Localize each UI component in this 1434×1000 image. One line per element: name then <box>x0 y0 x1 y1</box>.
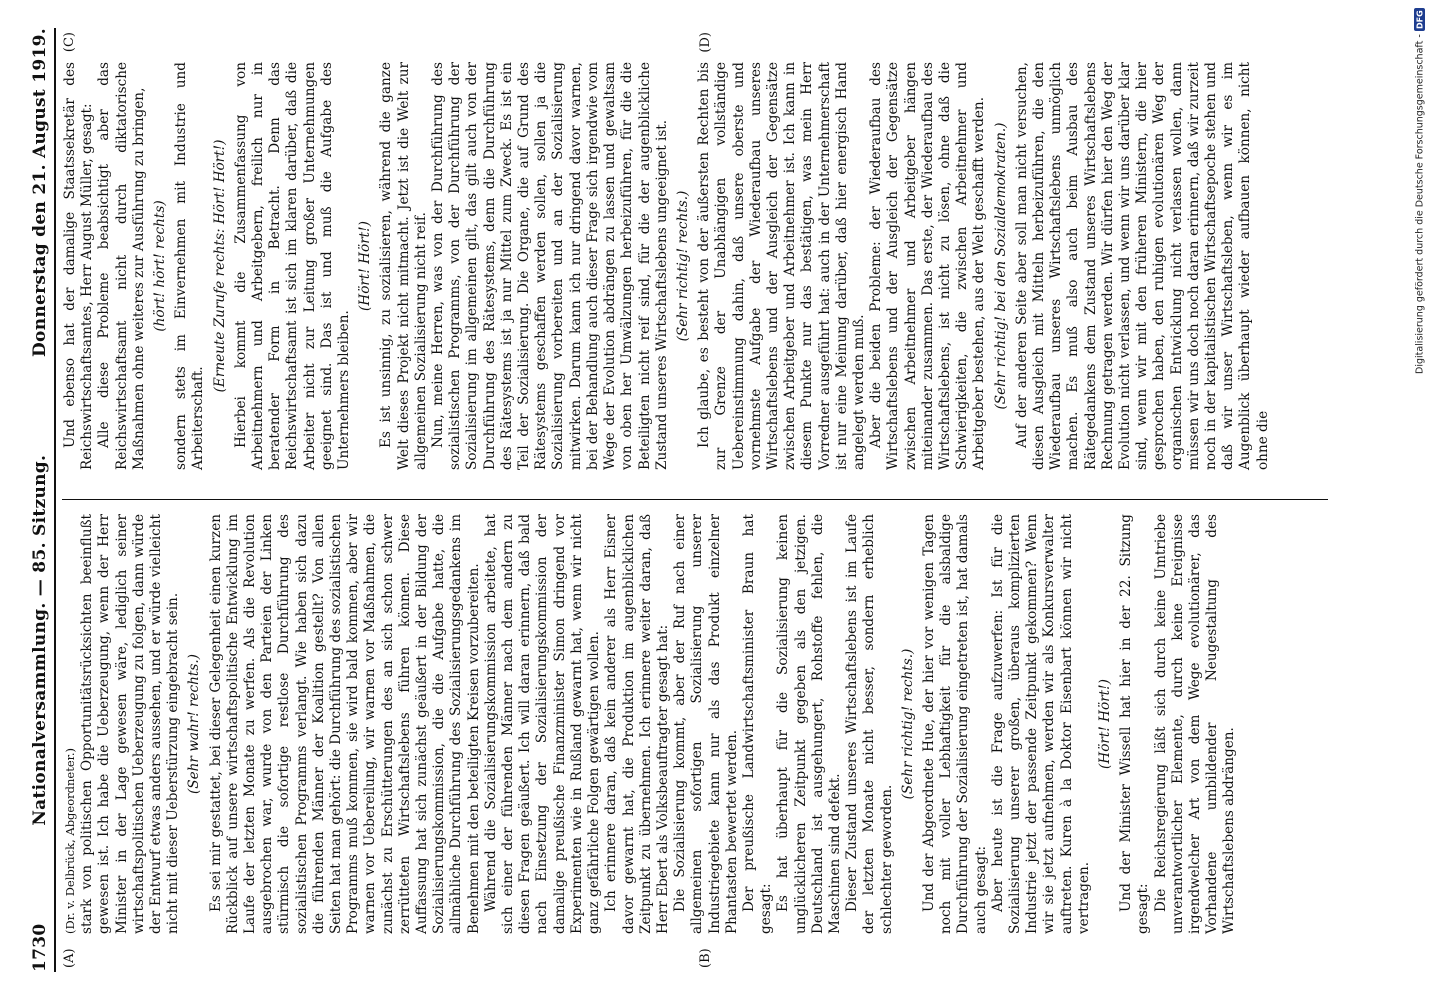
quotation: Alle diese Probleme beabsichtigt aber das Reichswirtschaftsamt nicht durch diktatorische Maßnahmen ohne weiteres zur Ausführung zu bringen, <box>96 62 147 470</box>
interjection: (Sehr richtig! rechts.) <box>899 648 916 800</box>
interjection: (Sehr richtig! bei den Sozialdemokraten.) <box>992 122 1009 410</box>
margin-marker-b: (B) <box>698 948 713 968</box>
paragraph: Nun, meine Herren, was von der Durchführung des sozialistischen Programms, von der Durchführung der Sozialisierung im allgemeinen gilt, das gilt auch von der Durchführung des Rätesystems, denn die Durchführung des Rätesystems ist ja nur Mittel zum Zweck. Es ist ein Teil der Sozialisierung. Die Organe, die auf Grund des Rätesystems geschaffen werden sollen, sollen ja die Sozialisierung vorbereiten und an der Sozialisierung mitwirken. Darum kann ich nur dringend davor warnen, bei der Behandlung auch dieser Frage sich irgendwie vom Wege der Evolution abdrängen zu lassen und gewaltsam von oben her Umwälzungen herbeizuführen, für die die Beteiligten nicht reif sind, für die der augenblickliche Zustand unseres Wirtschaftslebens ungeeignet ist. <box>430 62 670 470</box>
paragraph: Und der Minister Wissell hat hier in der 22. Sitzung gesagt: <box>1118 514 1152 934</box>
page-header <box>10 28 50 972</box>
right-column <box>58 28 1328 500</box>
dfg-logo: DFG <box>1415 10 1425 29</box>
page-number: 1730 <box>30 923 50 972</box>
margin-marker-c: (C) <box>62 32 77 53</box>
quotation: Aber heute ist die Frage aufzuwerfen: Ist für die Sozialisierung unserer großen, überaus komplizierten Industrie jetzt der passende Zeitpunkt gekommen? Wenn wir sie jetzt aufnehmen, werden wir als Konkursverwalter auftreten. Kuren à la Doktor Eisenbart können wir nicht vertragen. <box>989 514 1092 934</box>
left-column <box>58 500 1328 972</box>
paragraph: Ich glaube, es besteht von der äußersten Rechten bis zur Grenze der Unabhängigen vollständige Uebereinstimmung dahin, daß unsere oberste und vornehmste Aufgabe der Wiederaufbau unseres Wirtschaftslebens und der Ausgleich der Gegensätze zwischen Arbeitgeber und Arbeitnehmer ist. Ich kann in diesem Punkte nur das bestätigen, was mein Herr Vorredner ausgeführt hat: auch in der Unternehmerschaft ist nur eine Meinung darüber, daß hier energisch Hand angelegt werden muß. <box>696 62 867 470</box>
quotation: Es hat überhaupt für die Sozialisierung keinen unglücklicheren Zeitpunkt gegeben als den jetzigen. Deutschland ist ausgehungert, Rohstoffe fehlen, die Maschinen sind defekt. <box>775 514 843 934</box>
paragraph: Aber die beiden Probleme: der Wiederaufbau des Wirtschaftslebens und der Ausgleich der Gegensätze zwischen Arbeitnehmer und Arbeitgeber hängen miteinander zusammen. Das erste, der Wiederaufbau des Wirtschaftslebens, ist nicht zu lösen, ohne daß die Schwierigkeiten, die zwischen Arbeitnehmer und Arbeitgeber bestehen, aus der Welt geschafft werden. <box>868 62 988 470</box>
quotation: sondern stets im Einvernehmen mit Industrie und Arbeiterschaft. <box>173 62 207 470</box>
credit-text: Digitalisierung gefördert durch die Deutsche Forschungsgemeinschaft - <box>1414 34 1426 375</box>
speaker-tag: (Dr. v. Delbrück, Abgeordneter.) <box>63 747 77 934</box>
margin-marker-d: (D) <box>698 32 713 53</box>
two-column-body <box>58 28 1328 972</box>
paragraph: Ich erinnere daran, daß kein anderer als Herr Eisner davor gewarnt hat, die Produktion im augenblicklichen Zeitpunkt zu übernehmen. Ich erinnere weiter daran, daß Herr Ebert als Volksbeauftragter gesagt hat: <box>603 514 671 934</box>
interjection: (Hört! Hört!) <box>1096 679 1113 769</box>
interjection: (Sehr wahr! rechts.) <box>186 654 203 794</box>
paragraph: Auf der anderen Seite aber soll man nicht versuchen, diesen Ausgleich mit Mitteln herbeizuführen, die den Wiederaufbau unseres Wirtschaftslebens unmöglich machen. Es muß also auch beim Ausbau des Rätegedankens dem Zustand unseres Wirtschaftslebens Rechnung getragen werden. Wir dürfen hier den Weg der Evolution nicht verlassen, und wenn wir uns darüber klar sind, wenn wir mit den früheren Ministern, die hier gesprochen haben, den ruhigen evolutionären Weg der organischen Entwicklung nicht verlassen wollen, dann müssen wir uns doch noch daran erinnern, daß wir zurzeit noch in der kapitalistischen Wirtschaftsepoche stehen und daß wir unser Wirtschaftsleben, wenn wir es im Augenblick überhaupt wieder aufbauen können, nicht ohne die <box>1013 62 1271 470</box>
interjection: (Erneute Zurufe rechts: Hört! Hört!) <box>211 139 228 393</box>
digitization-credit <box>1410 8 1430 988</box>
paragraph: Es sei mir gestattet, bei dieser Gelegenheit einen kurzen Rückblick auf unsere wirtschaftspolitische Entwicklung im Laufe der letzten Monate zu werfen. Als die Revolution ausgebrochen war, wurde von den Parteien der Linken stürmisch die sofortige restlose Durchführung des sozialistischen Programms verlangt. Wie haben sich dazu die führenden Männer der Koalition gestellt? Von allen Seiten hat man gehört: die Durchführung des sozialistischen Programms muß kommen, sie wird bald kommen, aber wir warnen vor Uebereilung, wir warnen vor Maßnahmen, die zunächst zu Erschütterungen des an sich schon schwer zerrütteten Wirtschaftslebens führen können. Diese Auffassung hat sich zunächst geäußert in der Bildung der Sozialisierungskommission, die die Aufgabe hatte, die allmähliche Durchführung des Sozialisierungsgedankens im Benehmen mit den beteiligten Kreisen vorzubereiten. <box>207 514 482 934</box>
paragraph: Dieser Zustand unseres Wirtschaftslebens ist im Laufe der letzten Monate nicht besser, sondern erheblich schlechter geworden. <box>844 514 895 934</box>
interjection: (hört! hört! rechts) <box>152 200 169 332</box>
paragraph: Und der Abgeordnete Hue, der hier vor wenigen Tagen noch mit voller Lebhaftigkeit für die alsbaldige Durchführung der Sozialisierung eingetreten ist, hat damals auch gesagt: <box>920 514 989 934</box>
quotation: Es ist unsinnig, zu sozialisieren, während die ganze Welt dieses Projekt nicht mitmacht. Jetzt ist die Welt zur allgemeinen Sozialisierung nicht reif. <box>378 62 429 470</box>
quotation: Die Reichsregierung läßt sich durch keine Umtriebe unverantwortlicher Elemente, durch keine Ereignisse irgendwelcher Art von dem Wege evolutionärer, das Vorhandene umbildender Neugestaltung des Wirtschaftslebens abdrängen. <box>1152 514 1238 934</box>
paragraph: stark von politischen Opportunitätsrücksichten beeinflußt gewesen ist. Ich habe die Ueberzeugung, wenn der Herr Minister in der Lage gewesen wäre, lediglich seiner wirtschaftspolitischen Ueberzeugung zu folgen, dann würde der Entwurf etwas anders aussehen, und er würde vielleicht nicht mit dieser Ueberstürzung eingebracht sein. <box>79 514 182 934</box>
paragraph: Der preußische Landwirtschaftsminister Braun hat gesagt: <box>740 514 775 934</box>
interjection: (Hört! Hört!) <box>357 221 374 311</box>
paragraph: Während die Sozialisierungskommission arbeitete, hat sich einer der führenden Männer nach dem andern zu diesen Fragen geäußert. Ich will daran erinnern, daß bald nach Einsetzung der Sozialisierungskommission der damalige preußische Finanzminister Simon dringend vor Experimenten wie in Rußland gewarnt hat, wenn wir nicht ganz gefährliche Folgen gewärtigen wollen. <box>482 514 603 934</box>
quotation: Die Sozialisierung kommt, aber der Ruf nach einer allgemeinen sofortigen Sozialisierung unserer Industriegebiete kann nur als das Produkt einzelner Phantasten bewertet werden. <box>672 514 740 934</box>
quotation: Hierbei kommt die Zusammenfassung von Arbeitnehmern und Arbeitgebern, freilich nur in beratender Form in Betracht. Denn das Reichswirtschaftsamt ist sich im klaren darüber, daß die Arbeiter nicht zur Leitung großer Unternehmungen geeignet sind. Das ist und muß die Aufgabe des Unternehmers bleiben. <box>232 62 353 470</box>
header-left-title: Nationalversammlung. — 85. Sitzung. <box>30 454 50 826</box>
paragraph: Und ebenso hat der damalige Staatssekretär des Reichswirtschaftsamtes, Herr August Müller, gesagt: <box>62 62 96 470</box>
interjection: (Sehr richtig! rechts.) <box>674 190 691 342</box>
margin-marker-a: (A) <box>62 948 77 968</box>
header-right-title: Donnerstag den 21. August 1919. <box>30 28 50 357</box>
header-rule <box>54 28 56 972</box>
